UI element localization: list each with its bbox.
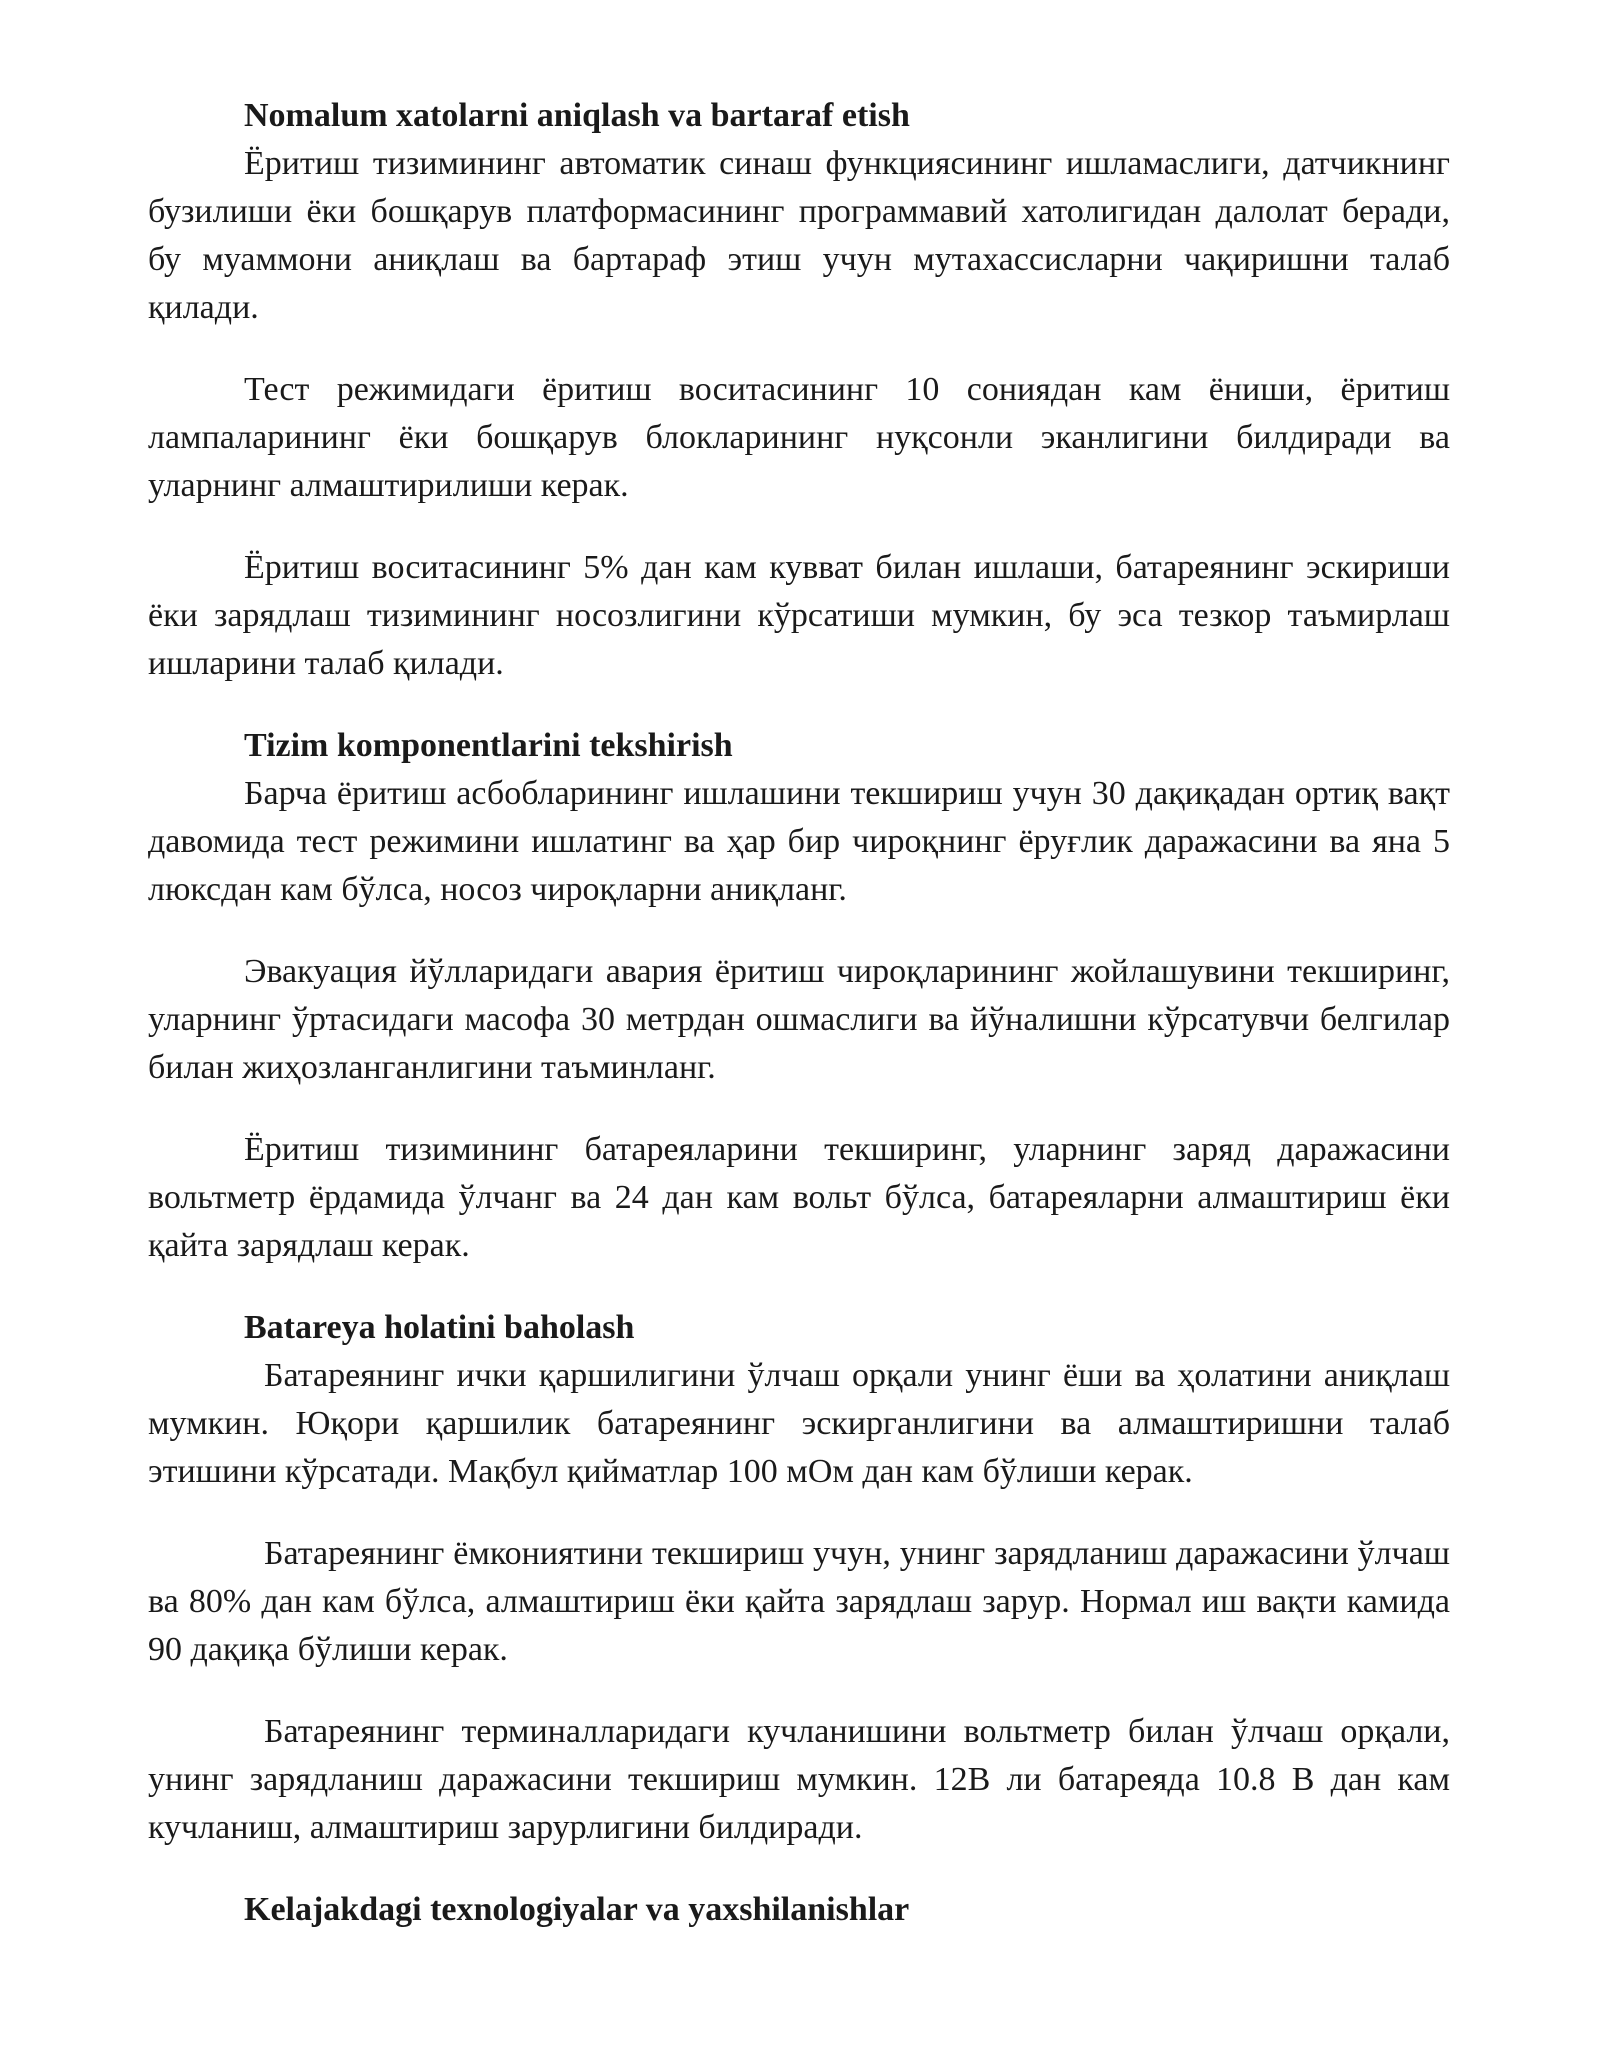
section-heading: Batareya holatini baholash	[244, 1309, 635, 1346]
document-page	[148, 92, 1450, 1934]
paragraph: Батареянинг терминалларидаги кучланишини вольтметр билан ўлчаш орқали, унинг зарядланиш даражасини текшириш мумкин. 12В ли батареяда 10.8 В дан кам кучланиш, алмаштириш зарурлигини билдиради.	[148, 1713, 1450, 1846]
section-future-tech	[148, 1886, 1450, 1934]
paragraph: Тест режимидаги ёритиш воситасининг 10 сониядан кам ёниши, ёритиш лампаларининг ёки бошқарув блокларининг нуқсонли эканлигини билдиради ва уларнинг алмаштирилиши керак.	[148, 371, 1450, 504]
paragraph: Ёритиш тизимининг батареяларини текширинг, уларнинг заряд даражасини вольтметр ёрдамида ўлчанг ва 24 дан кам вольт бўлса, батареяларни алмаштириш ёки қайта зарядлаш керак.	[148, 1131, 1450, 1264]
section-heading: Kelajakdagi texnologiyalar va yaxshilanishlar	[244, 1891, 910, 1928]
paragraph: Батареянинг ёмкониятини текшириш учун, унинг зарядланиш даражасини ўлчаш ва 80% дан кам бўлса, алмаштириш ёки қайта зарядлаш зарур. Нормал иш вақти камида 90 дақиқа бўлиши керак.	[148, 1535, 1450, 1668]
paragraph: Ёритиш тизимининг автоматик синаш функциясининг ишламаслиги, датчикнинг бузилиши ёки бошқарув платформасининг программавий хатолигидан далолат беради, бу муаммони аниқлаш ва бартараф этиш учун мутахассисларни чақиришни талаб қилади.	[148, 145, 1450, 326]
section-error-detection	[148, 92, 1450, 688]
paragraph: Эвакуация йўлларидаги авария ёритиш чироқларининг жойлашувини текширинг, уларнинг ўртасидаги масофа 30 метрдан ошмаслиги ва йўналишни кўрсатувчи белгилар билан жиҳозланганлигини таъминланг.	[148, 953, 1450, 1086]
section-battery-assessment	[148, 1304, 1450, 1852]
section-heading: Tizim komponentlarini tekshirish	[244, 727, 733, 764]
paragraph: Барча ёритиш асбобларининг ишлашини текшириш учун 30 дақиқадан ортиқ вақт давомида тест режимини ишлатинг ва ҳар бир чироқнинг ёруғлик даражасини ва яна 5 люксдан кам бўлса, носоз чироқларни аниқланг.	[148, 775, 1450, 908]
section-heading: Nomalum xatolarni aniqlash va bartaraf etish	[244, 97, 910, 134]
paragraph: Батареянинг ички қаршилигини ўлчаш орқали унинг ёши ва ҳолатини аниқлаш мумкин. Юқори қаршилик батареянинг эскирганлигини ва алмаштиришни талаб этишини кўрсатади. Мақбул қийматлар 100 мОм дан кам бўлиши керак.	[148, 1357, 1450, 1490]
section-component-check	[148, 722, 1450, 1270]
paragraph: Ёритиш воситасининг 5% дан кам кувват билан ишлаши, батареянинг эскириши ёки зарядлаш тизимининг носозлигини кўрсатиши мумкин, бу эса тезкор таъмирлаш ишларини талаб қилади.	[148, 549, 1450, 682]
